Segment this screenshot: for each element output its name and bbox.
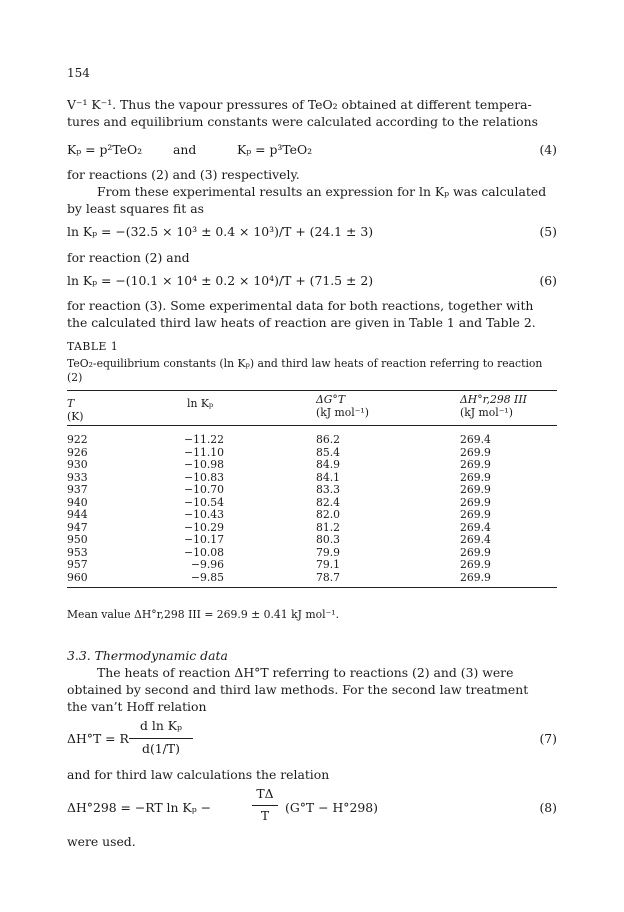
cell-ln-kp: −11.10 [184,445,224,459]
cell-delta-g: 84.9 [316,458,341,471]
cell-delta-h: 269.4 [460,520,491,534]
cell-temperature: 947 [67,520,88,534]
cell-temperature: 953 [67,545,88,559]
equation-number: (7) [539,731,557,746]
cell-delta-h: 269.9 [460,470,491,484]
equation-4 [67,142,557,160]
header-unit: (kJ mol⁻¹) [316,406,369,419]
table-row [67,433,557,445]
cell-delta-h: 269.9 [460,508,491,521]
cell-delta-g: 85.4 [316,445,341,459]
table-row [67,521,557,533]
column-header-temperature [67,397,84,423]
equation-8 [67,786,557,826]
cell-ln-kp: −10.83 [184,470,224,484]
cell-temperature: 957 [67,558,88,571]
cell-delta-h: 269.9 [460,545,491,559]
cell-temperature: 940 [67,495,88,509]
column-header-ln-kp [187,397,213,410]
cell-ln-kp: −11.22 [184,433,224,446]
table-row [67,558,557,570]
equation-7-numerator: d ln Kₚ [140,718,182,733]
cell-delta-g: 82.4 [316,495,341,509]
cell-delta-h: 269.9 [460,570,491,584]
equation-5 [67,224,557,242]
cell-delta-h: 269.9 [460,558,491,571]
table-row [67,458,557,470]
table-row [67,471,557,483]
paragraph-reaction-2: for reaction (2) and [67,250,190,265]
text-line: The heats of reaction ΔH°T referring to reactions (2) and (3) were [97,665,514,680]
table-caption [67,357,557,385]
cell-delta-g: 79.1 [316,558,341,571]
equation-4-kp-squared: Kₚ = p²TeO₂ [67,142,143,157]
cell-delta-g: 83.3 [316,483,341,496]
equation-7 [67,718,557,758]
cell-temperature: 933 [67,470,88,484]
cell-delta-h: 269.4 [460,433,491,446]
equation-7-denominator: d(1/T) [142,741,180,756]
table-footnote: Mean value ΔH°r,298 III = 269.9 ± 0.41 kJ mol⁻¹. [67,608,340,621]
table-row [67,483,557,495]
equation-4-and: and [173,142,197,157]
header-label: ΔH°r,298 III [460,393,527,406]
cell-temperature: 950 [67,533,88,546]
table-row [67,571,557,583]
table-row [67,496,557,508]
equation-8-numerator: TΔ [256,786,274,801]
cell-delta-h: 269.9 [460,458,491,471]
header-unit: (K) [67,410,84,423]
equation-7-lhs: ΔH°T = R [67,731,129,746]
fraction-bar [252,805,278,806]
equation-number: (4) [539,142,557,157]
equation-number: (8) [539,800,557,815]
header-label: T [67,397,75,410]
page-number: 154 [67,66,90,80]
header-label: ΔG°T [316,393,346,406]
cell-delta-g: 84.1 [316,470,341,484]
table-header-rule [67,425,557,426]
cell-temperature: 944 [67,508,88,521]
section-heading: 3.3. Thermodynamic data [67,648,228,663]
cell-temperature: 926 [67,445,88,459]
equation-number: (5) [539,224,557,239]
text-line: by least squares fit as [67,201,204,216]
paragraph-were-used: were used. [67,834,136,849]
cell-delta-g: 79.9 [316,545,341,559]
paragraph-experimental-data [67,297,557,331]
text-line: for reactions (2) and (3) respectively. [67,167,300,182]
caption-line: (2) [67,371,83,384]
equation-5-text: ln Kₚ = −(32.5 × 10³ ± 0.4 × 10³)/T + (24.1 ± 3) [67,224,374,239]
cell-ln-kp: −10.08 [184,545,224,559]
paragraph-vapour-pressures [67,96,557,130]
table-row [67,508,557,520]
table-row [67,533,557,545]
column-header-delta-g [316,393,369,419]
cell-ln-kp: −10.98 [184,458,224,471]
paragraph-heats-of-reaction [67,664,557,715]
header-unit: (kJ mol⁻¹) [460,406,513,419]
table-bottom-rule [67,587,557,588]
text-line: the calculated third law heats of reaction are given in Table 1 and Table 2. [67,315,536,330]
cell-delta-h: 269.9 [460,445,491,459]
table-label: TABLE 1 [67,340,119,353]
text-line: the van’t Hoff relation [67,699,207,714]
cell-delta-h: 269.4 [460,533,491,546]
cell-ln-kp: −10.17 [184,533,224,546]
cell-delta-g: 81.2 [316,520,341,534]
cell-ln-kp: −9.96 [190,558,224,571]
cell-temperature: 960 [67,570,88,584]
text-line: From these experimental results an expression for ln Kₚ was calculated [97,184,547,199]
cell-delta-h: 269.9 [460,495,491,509]
equation-6-text: ln Kₚ = −(10.1 × 10⁴ ± 0.2 × 10⁴)/T + (71.5 ± 2) [67,273,374,288]
table-top-rule [67,390,557,391]
table-row [67,546,557,558]
equation-8-rhs: (G°T − H°298) [285,800,378,815]
equation-8-denominator: T [260,808,270,823]
cell-delta-g: 82.0 [316,508,341,521]
column-header-delta-h [460,393,527,419]
equation-8-lhs: ΔH°298 = −RT ln Kₚ − [67,800,211,815]
cell-temperature: 930 [67,458,88,471]
text-line: obtained by second and third law methods. For the second law treatment [67,682,529,697]
cell-delta-g: 86.2 [316,433,341,446]
paragraph-least-squares [67,166,557,217]
text-line: V⁻¹ K⁻¹. Thus the vapour pressures of TeO₂ obtained at different tempera- [67,97,532,112]
cell-delta-h: 269.9 [460,483,491,496]
cell-temperature: 937 [67,483,88,496]
fraction-bar [129,738,193,739]
paragraph-third-law: and for third law calculations the relation [67,767,330,782]
cell-ln-kp: −10.70 [184,483,224,496]
cell-ln-kp: −10.54 [184,495,224,509]
cell-temperature: 922 [67,433,88,446]
equation-4-kp-cubed: Kₚ = p³TeO₂ [237,142,313,157]
table-row [67,446,557,458]
equation-6 [67,273,557,291]
cell-ln-kp: −10.29 [184,520,224,534]
text-line: tures and equilibrium constants were calculated according to the relations [67,114,538,129]
cell-delta-g: 80.3 [316,533,341,546]
equation-number: (6) [539,273,557,288]
header-label: ln Kₚ [187,397,214,410]
cell-ln-kp: −10.43 [184,508,224,521]
cell-ln-kp: −9.85 [190,570,224,584]
text-line: for reaction (3). Some experimental data for both reactions, together with [67,298,534,313]
cell-delta-g: 78.7 [316,570,341,584]
caption-line: TeO₂-equilibrium constants (ln Kₚ) and third law heats of reaction referring to reaction [67,357,543,370]
